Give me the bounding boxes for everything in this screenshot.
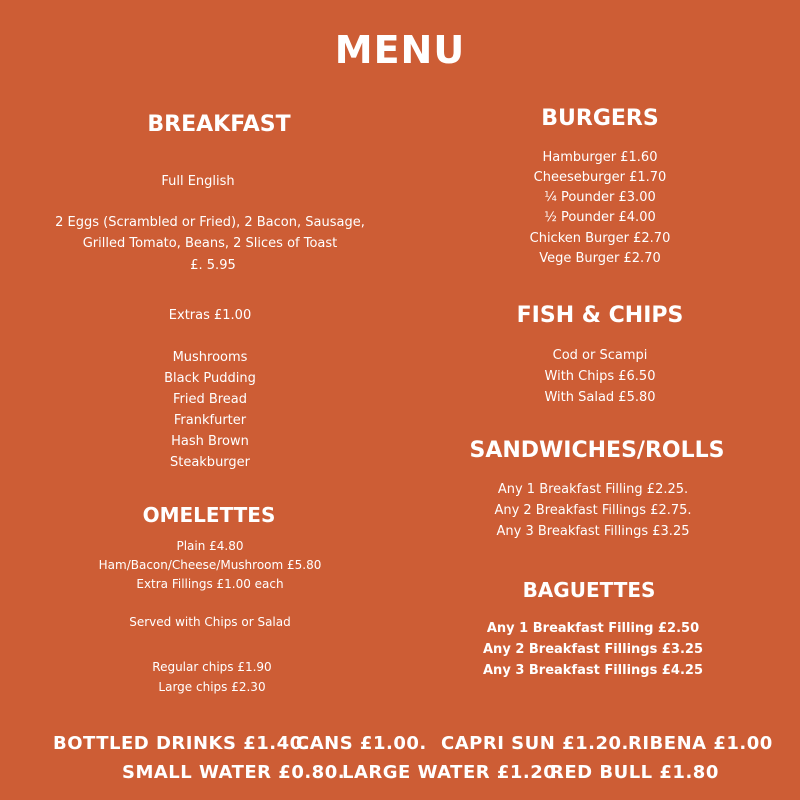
sandwiches-heading: SANDWICHES/ROLLS xyxy=(469,438,725,463)
drink-item: CAPRI SUN £1.20. xyxy=(441,733,629,754)
extras-item: Steakburger xyxy=(169,455,251,470)
baguette-item: Any 3 Breakfast Fillings £4.25 xyxy=(483,663,703,678)
omelette-item: Extra Fillings £1.00 each xyxy=(136,577,284,591)
burger-item: Vege Burger £2.70 xyxy=(539,251,661,266)
drink-item: LARGE WATER £1.20. xyxy=(342,762,564,783)
fish-chips-item: Cod or Scampi xyxy=(552,348,648,363)
drinks-row-2 xyxy=(0,762,800,786)
breakfast-item-name: Full English xyxy=(161,174,235,189)
burger-item: ¼ Pounder £3.00 xyxy=(544,190,656,205)
extras-item: Black Pudding xyxy=(164,371,256,386)
drink-item: RIBENA £1.00 xyxy=(628,733,773,754)
extras-item: Fried Bread xyxy=(172,392,248,407)
drink-item: BOTTLED DRINKS £1.40. xyxy=(53,733,310,754)
burger-item: Cheeseburger £1.70 xyxy=(533,170,667,185)
fish-chips-item: With Chips £6.50 xyxy=(544,369,656,384)
sandwich-item: Any 1 Breakfast Filling £2.25. xyxy=(497,482,689,497)
omelettes-served-note: Served with Chips or Salad xyxy=(129,615,291,629)
burger-item: Chicken Burger £2.70 xyxy=(529,231,671,246)
fish-chips-item: With Salad £5.80 xyxy=(544,390,656,405)
sandwich-item: Any 2 Breakfast Fillings £2.75. xyxy=(494,503,692,518)
extras-item: Mushrooms xyxy=(172,350,248,365)
omelette-item: Ham/Bacon/Cheese/Mushroom £5.80 xyxy=(98,558,322,572)
omelettes-heading: OMELETTES xyxy=(142,503,276,527)
drink-item: SMALL WATER £0.80. xyxy=(122,762,346,783)
chips-item: Regular chips £1.90 xyxy=(152,660,272,674)
drink-item: CANS £1.00. xyxy=(296,733,427,754)
baguettes-heading: BAGUETTES xyxy=(522,578,656,602)
breakfast-heading: BREAKFAST xyxy=(147,112,291,137)
omelette-item: Plain £4.80 xyxy=(176,539,244,553)
breakfast-extras-label: Extras £1.00 xyxy=(168,308,252,323)
sandwich-item: Any 3 Breakfast Fillings £3.25 xyxy=(496,524,690,539)
extras-item: Hash Brown xyxy=(171,434,249,449)
burger-item: ½ Pounder £4.00 xyxy=(544,210,656,225)
menu-title: MENU xyxy=(334,28,466,72)
breakfast-item-price: £. 5.95 xyxy=(190,258,236,273)
burger-item: Hamburger £1.60 xyxy=(542,150,658,165)
drinks-row-1 xyxy=(0,733,800,757)
baguette-item: Any 1 Breakfast Filling £2.50 xyxy=(486,621,700,636)
extras-item: Frankfurter xyxy=(173,413,247,428)
drink-item: RED BULL £1.80 xyxy=(550,762,719,783)
breakfast-item-desc-2: Grilled Tomato, Beans, 2 Slices of Toast xyxy=(82,236,338,251)
burgers-heading: BURGERS xyxy=(541,106,659,131)
baguette-item: Any 2 Breakfast Fillings £3.25 xyxy=(483,642,703,657)
breakfast-item-desc-1: 2 Eggs (Scrambled or Fried), 2 Bacon, Sausage, xyxy=(55,215,365,230)
chips-item: Large chips £2.30 xyxy=(158,680,266,694)
fish-chips-heading: FISH & CHIPS xyxy=(516,303,684,328)
